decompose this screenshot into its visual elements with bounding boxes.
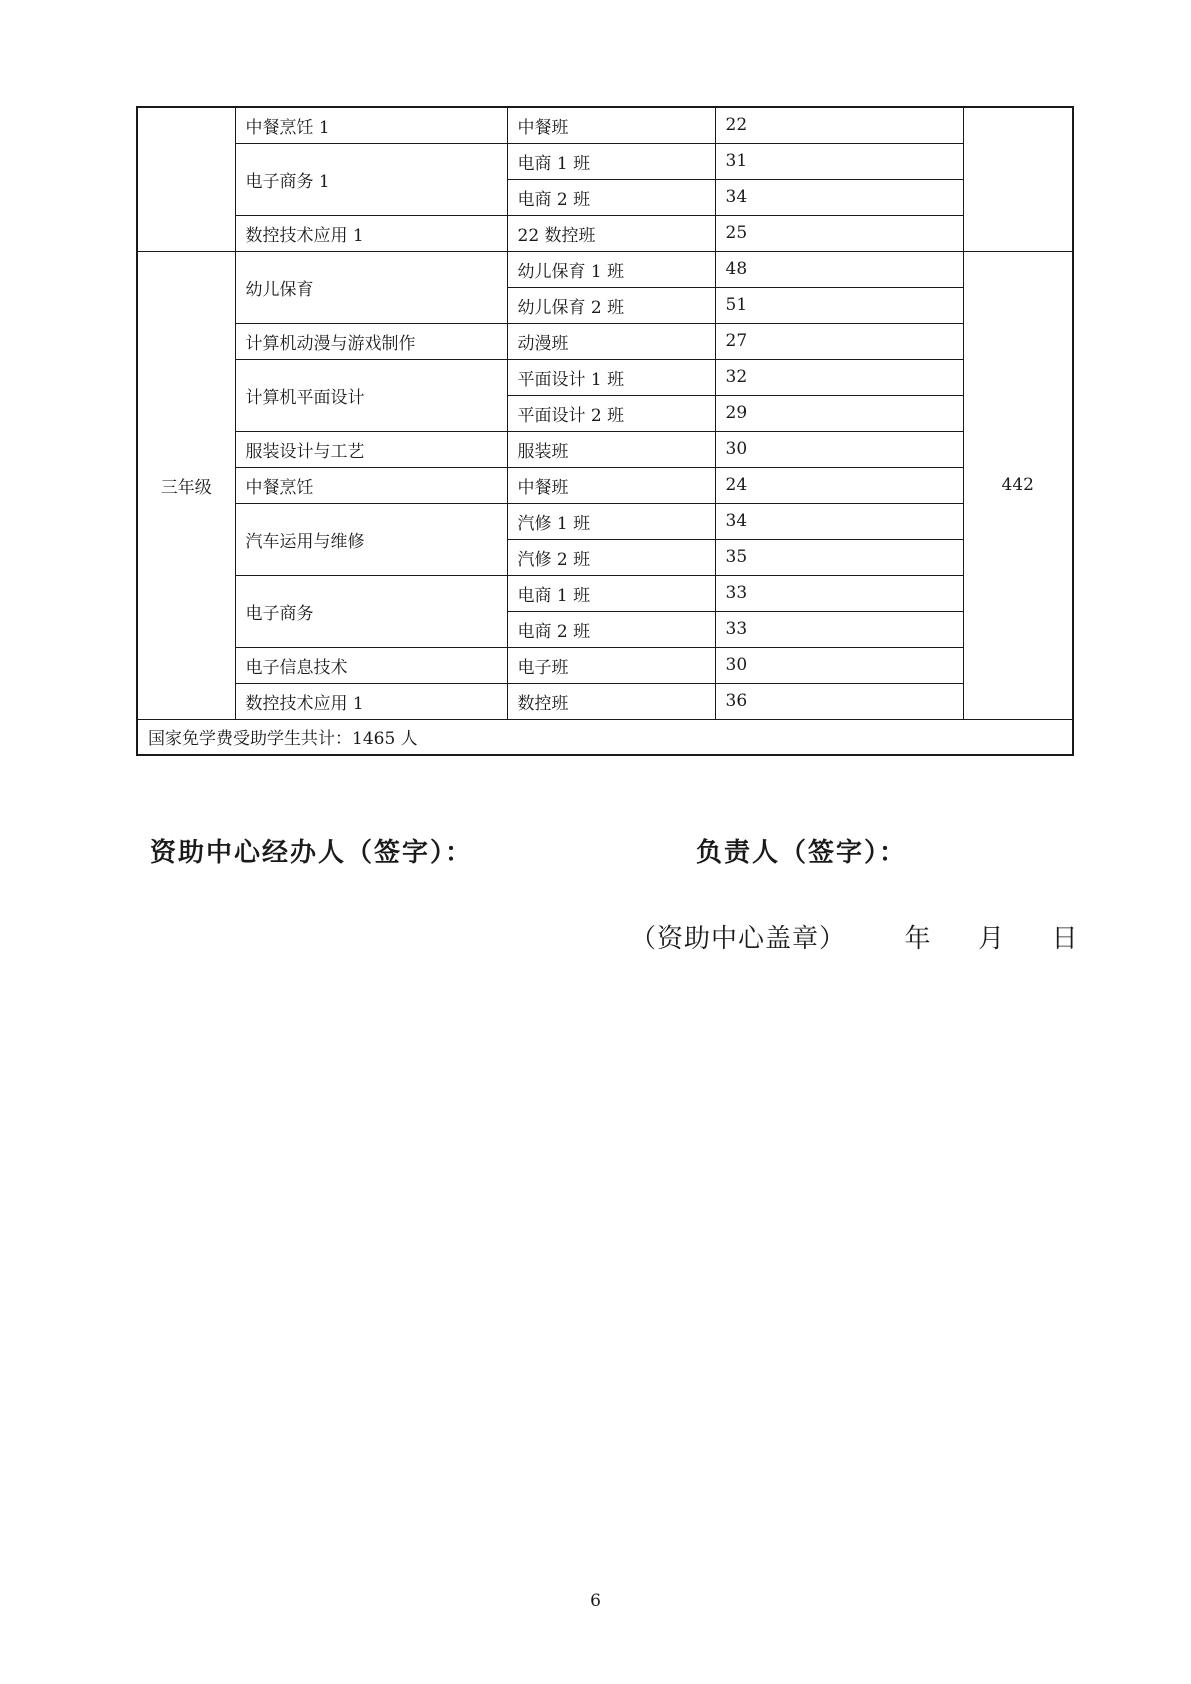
table-row <box>137 575 1073 611</box>
grade-label-cell: 三年级 <box>137 251 235 719</box>
table-row <box>137 647 1073 683</box>
class-cell: 平面设计 1 班 <box>507 359 715 395</box>
seal-date-line <box>630 918 1079 955</box>
count-cell: 32 <box>715 359 963 395</box>
class-cell: 电子班 <box>507 647 715 683</box>
class-cell: 电商 1 班 <box>507 143 715 179</box>
class-cell: 汽修 1 班 <box>507 503 715 539</box>
major-cell: 计算机平面设计 <box>235 359 507 431</box>
major-cell: 汽车运用与维修 <box>235 503 507 575</box>
count-cell: 34 <box>715 503 963 539</box>
count-cell: 25 <box>715 215 963 251</box>
class-cell: 22 数控班 <box>507 215 715 251</box>
handler-signature-label: 资助中心经办人（签字）： <box>150 838 474 868</box>
table-row <box>137 467 1073 503</box>
class-cell: 电商 2 班 <box>507 179 715 215</box>
aid-student-table <box>136 106 1074 756</box>
class-cell: 电商 1 班 <box>507 575 715 611</box>
count-cell: 27 <box>715 323 963 359</box>
major-cell: 中餐烹饪 <box>235 467 507 503</box>
major-cell: 电子商务 1 <box>235 143 507 215</box>
summary-row <box>137 719 1073 755</box>
day-label: 日 <box>1051 924 1079 954</box>
count-cell: 33 <box>715 611 963 647</box>
table-body <box>137 107 1073 755</box>
major-cell: 服装设计与工艺 <box>235 431 507 467</box>
major-cell: 计算机动漫与游戏制作 <box>235 323 507 359</box>
grade-cell <box>137 107 235 251</box>
count-cell: 24 <box>715 467 963 503</box>
year-label: 年 <box>904 924 932 954</box>
major-cell: 数控技术应用 1 <box>235 683 507 719</box>
major-cell: 中餐烹饪 1 <box>235 107 507 143</box>
table-row <box>137 431 1073 467</box>
table-row <box>137 107 1073 143</box>
grade-total-cell <box>963 107 1073 251</box>
table-row <box>137 503 1073 539</box>
count-cell: 48 <box>715 251 963 287</box>
count-cell: 30 <box>715 431 963 467</box>
count-cell: 35 <box>715 539 963 575</box>
responsible-signature-label: 负责人（签字）： <box>696 838 908 868</box>
count-cell: 51 <box>715 287 963 323</box>
table-row <box>137 683 1073 719</box>
class-cell: 汽修 2 班 <box>507 539 715 575</box>
table-row <box>137 323 1073 359</box>
count-cell: 33 <box>715 575 963 611</box>
count-cell: 34 <box>715 179 963 215</box>
class-cell: 动漫班 <box>507 323 715 359</box>
class-cell: 幼儿保育 2 班 <box>507 287 715 323</box>
class-cell: 中餐班 <box>507 107 715 143</box>
summary-cell: 国家免学费受助学生共计：1465 人 <box>137 719 1073 755</box>
table-row <box>137 143 1073 179</box>
table-row <box>137 251 1073 287</box>
month-label: 月 <box>978 924 1006 954</box>
table-row <box>137 359 1073 395</box>
class-cell: 数控班 <box>507 683 715 719</box>
count-cell: 22 <box>715 107 963 143</box>
count-cell: 31 <box>715 143 963 179</box>
class-cell: 服装班 <box>507 431 715 467</box>
page-number: 6 <box>590 1591 601 1611</box>
class-cell: 平面设计 2 班 <box>507 395 715 431</box>
class-cell: 电商 2 班 <box>507 611 715 647</box>
table-row <box>137 215 1073 251</box>
count-cell: 36 <box>715 683 963 719</box>
grade-total-cell: 442 <box>963 251 1073 719</box>
class-cell: 幼儿保育 1 班 <box>507 251 715 287</box>
major-cell: 数控技术应用 1 <box>235 215 507 251</box>
major-cell: 电子信息技术 <box>235 647 507 683</box>
seal-label: （资助中心盖章） <box>630 924 847 954</box>
major-cell: 幼儿保育 <box>235 251 507 323</box>
class-cell: 中餐班 <box>507 467 715 503</box>
count-cell: 29 <box>715 395 963 431</box>
count-cell: 30 <box>715 647 963 683</box>
major-cell: 电子商务 <box>235 575 507 647</box>
